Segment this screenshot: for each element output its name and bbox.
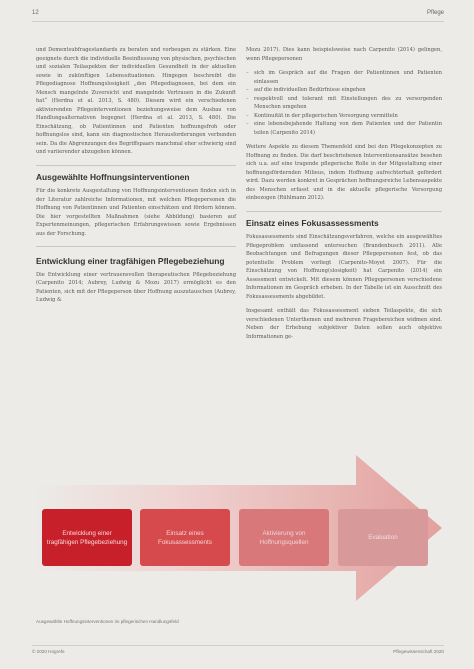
step-assessment: Einsatz eines Fokusassessments bbox=[140, 509, 230, 566]
page-number: 12 bbox=[32, 10, 39, 16]
paragraph: und Dementsubfragestandards zu beraten und vorbeugen zu stärken. Eine geeignete durch die individuelle Beeinflussung von physischen, psychischen und sozialen Teilaspekten der individuellen Gesundheit in der aktuellen sowie in zukünftigen Lebenssituationen. Hingegen beschreibt die Pflegediagnose Hoffnungslosigkeit „den Pflegediagnosen, bei dem ein Mensch mangelnde Zuversicht und mangelnde Vertrauen in die Zukunft hat“ (Herdna et al. 2013, S. 480). Diesem wird ein verschiedenen aktivierenden Pflegeinterventionen beziehungsweise dem Ausbau von Handlungsalternativen begegnet (Herdna et al. 2013, S. 480). Die Einschätzung, ob Patientinnen und Patienten hoffnungsfroh oder hoffnungslos sind, kann ein diagnostischen Herausforderungen verbunden sein. Da die Abgrenzungen des Begriffspaars manchmal eher schwierig sind und variierender abzugehen können. bbox=[36, 47, 236, 155]
copyright: © 2020 Hogrefe bbox=[32, 649, 65, 654]
paragraph: Fokusassessments sind Einschätzungsverfahren, welche ein ausgewähltes Pflegeproblem umfassend untersuchen (Brandenbusch 2011). Alle Beobachtungen und Befragungen dieser Pflegepersonen fest, ob das potentielle Problem vorliegt (Carpenito-Moyet 2007). Für die Einschätzung von Hoffnung(slosigkeit) hat Carpenito (2014) ein Assessment entwickelt. Mit diesem können Pflegepersonen verschiedene Informationen im Gespräch erheben. In der Tabelle ist ein Ausschnitt des Fokusassessments abgebildet. bbox=[246, 234, 442, 300]
heading-assessment: Einsatz eines Fokusassessments bbox=[246, 218, 379, 228]
bullet-list bbox=[246, 69, 442, 137]
paragraph: Für die konkrete Ausgestaltung von Hoffnungsinterventionen finden sich in der Literatur zahlreiche Informationen, mit welchen Pflegepersonen die Hoffnung von Patientinnen und Patienten einschätzen und fördern können. Die hier vorgestellten Maßnahmen (siehe Abbildung) basieren auf Expertenmeinungen, pflegerischen Erfahrungswissen sowie Ergebnissen aus der Forschung. bbox=[36, 188, 236, 237]
bullet-item: – respektvoll und tolerant mit Einstellungen des zu versorgenden Menschen umgehen bbox=[246, 95, 442, 112]
divider bbox=[36, 246, 236, 247]
journal-issue: Pflegewissenschaft 2020 bbox=[393, 649, 444, 654]
divider bbox=[246, 211, 442, 212]
right-column bbox=[246, 46, 442, 347]
bullet-item: – sich im Gespräch auf die Fragen der Patientinnen und Patienten einlassen bbox=[246, 69, 442, 86]
paragraph: Mozu 2017). Dies kann beispielsweise nach Carpenito (2014) gelingen, wenn Pflegepersonen bbox=[246, 47, 442, 62]
section-label: Pflege bbox=[426, 10, 444, 16]
bullet-item: – eine lebensbejahende Haltung von dem Patienten und der Patientin teilen (Carpenito 2014) bbox=[246, 120, 442, 137]
paragraph: Insgesamt enthält das Fokusassessment sieben Teilaspekte, die sich verschiedenen Unterthemen und mehreren Fragebereichen widmen sind. Neben der Erhebung subjektiver Daten sollen auch objektive Informationen ge- bbox=[246, 308, 442, 340]
bullet-item: – Kontinuität in der pflegerischen Versorgung vermitteln bbox=[246, 112, 442, 121]
step-relationship: Entwicklung einer tragfähigen Pflegebeziehung bbox=[42, 509, 132, 566]
figure-caption: Ausgewählte Hoffnungsinterventionen im pflegerischen Handlungsfeld bbox=[36, 619, 179, 624]
paragraph: Die Entwicklung einer vertrauensvollen therapeutischen Pflegebeziehung (Carpenito 2014; Aubrey, Ludwig & Mozu 2017) ermöglicht es den Patienten, sich mit der Pflegeperson über Hoffnung auszutauschen (Aubrey, Ludwig & bbox=[36, 271, 236, 303]
step-evaluation: Evaluation bbox=[338, 509, 428, 566]
page-footer bbox=[32, 645, 444, 655]
step-hope-sources: Aktivierung von Hoffnungsquellen bbox=[239, 509, 329, 566]
paragraph: Weitere Aspekte zu diesem Themenfeld sind bei den Pflegekonzepten zu Hoffnung zu finden. Die darf beschriebenen Interventionsansätze besehen sich u.a. auf eine tragende pflegerische Rolle in der Mitgestaltung einer hoffnungsfördernden Milieus, indem Hoffnung aufrechterhalt gefördert wird. Dazu werden konkret in Gesprächen hoffnungsreiche Lebensaspekte des Menschen erfasst und in die aktuelle pflegerische Versorgung einbezogen (Rühlmann 2012). bbox=[246, 144, 442, 201]
heading-interventions: Ausgewählte Hoffnungsinterventionen bbox=[36, 172, 190, 182]
interventions-diagram bbox=[36, 455, 442, 601]
divider bbox=[36, 165, 236, 166]
heading-relationship: Entwicklung einer tragfähigen Pflegebeziehung bbox=[36, 255, 225, 266]
bullet-item: – auf die individuellen Bedürfnisse eingehen bbox=[246, 86, 442, 95]
left-column bbox=[36, 46, 236, 311]
page-header bbox=[32, 10, 444, 22]
